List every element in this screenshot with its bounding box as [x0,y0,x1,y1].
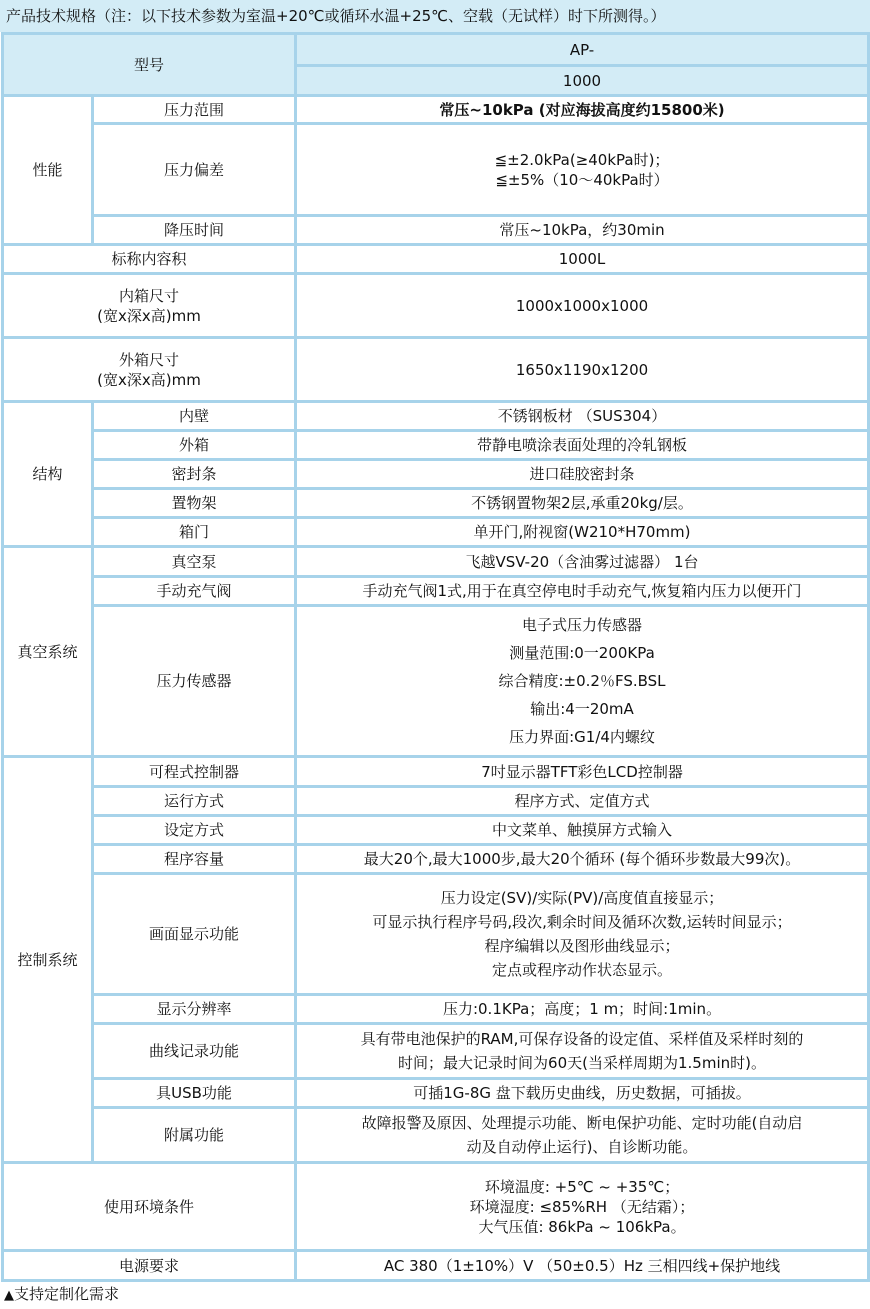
table-row [3,845,869,874]
sensor-label: 压力传感器 [93,606,296,757]
spec-note: 产品技术规格（注：以下技术参数为室温+20℃或循环水温+25℃、空载（无试样）时下所测得。） [0,0,870,32]
depressurize-time-value: 常压~10kPa，约30min [296,216,869,245]
sensor-line: 输出:4一20mA [530,700,634,718]
valve-value: 手动充气阀1式,用于在真空停电时手动充气,恢复箱内压力以便开门 [296,577,869,606]
display-line: 可显示执行程序号码,段次,剩余时间及循环次数,运转时间显示； [372,913,792,931]
table-row [3,577,869,606]
power-value: AC 380（1±10%）V （50±0.5）Hz 三相四线+保护地线 [296,1251,869,1281]
curve-line: 时间；最大记录时间为60天(当采样周期为1.5min时)。 [398,1054,766,1072]
model-value-line1: AP- [296,34,869,66]
extra-value [296,1108,869,1163]
structure-row-label: 密封条 [93,460,296,489]
table-row [3,34,869,66]
table-row [3,787,869,816]
usb-value: 可插1G-8G 盘下载历史曲线，历史数据，可插拔。 [296,1079,869,1108]
extra-line: 故障报警及原因、处理提示功能、断电保护功能、定时功能(自动启 [361,1114,803,1132]
structure-row-label: 置物架 [93,489,296,518]
volume-label: 标称内容积 [3,245,296,274]
table-row [3,874,869,995]
table-row [3,816,869,845]
inner-size-value: 1000x1000x1000 [296,274,869,338]
set-mode-label: 设定方式 [93,816,296,845]
table-row [3,431,869,460]
environment-line: 环境湿度: ≤85%RH （无结霜）； [469,1197,695,1216]
run-mode-value: 程序方式、定值方式 [296,787,869,816]
curve-value [296,1024,869,1079]
controller-label: 可程式控制器 [93,757,296,787]
performance-group-label: 性能 [3,96,93,245]
usb-label: 具USB功能 [93,1079,296,1108]
display-line: 压力设定(SV)/实际(PV)/高度值直接显示； [440,889,724,907]
table-row [3,402,869,431]
capacity-label: 程序容量 [93,845,296,874]
extra-line: 动及自动停止运行)、自诊断功能。 [466,1138,698,1156]
curve-line: 具有带电池保护的RAM,可保存设备的设定值、采样值及采样时刻的 [360,1030,804,1048]
run-mode-label: 运行方式 [93,787,296,816]
sensor-line: 压力界面:G1/4内螺纹 [509,728,655,746]
structure-row-label: 内壁 [93,402,296,431]
inner-size-label-line: 内箱尺寸 [119,286,180,305]
environment-label: 使用环境条件 [3,1163,296,1251]
table-row [3,606,869,757]
table-row [3,1079,869,1108]
environment-value [296,1163,869,1251]
environment-line: 环境温度: +5℃ ~ +35℃； [484,1177,680,1196]
resolution-label: 显示分辨率 [93,995,296,1024]
structure-row-value: 不锈钢置物架2层,承重20kg/层。 [296,489,869,518]
structure-group-label: 结构 [3,402,93,547]
sensor-line: 综合精度:±0.2％FS.BSL [498,672,666,690]
table-row [3,995,869,1024]
power-label: 电源要求 [3,1251,296,1281]
control-group-label: 控制系统 [3,757,93,1163]
pressure-deviation-line: ≦±5%（10～40kPa时） [495,170,669,189]
model-label: 型号 [3,34,296,96]
table-row [3,274,869,338]
extra-label: 附属功能 [93,1108,296,1163]
sensor-line: 测量范围:0一200KPa [509,644,655,662]
valve-label: 手动充气阀 [93,577,296,606]
display-value [296,874,869,995]
table-row [3,757,869,787]
table-row [3,96,869,124]
structure-row-value: 带静电喷涂表面处理的冷轧钢板 [296,431,869,460]
table-row [3,489,869,518]
table-row [3,338,869,402]
environment-line: 大气压值: 86kPa ~ 106kPa。 [478,1217,686,1236]
pressure-range-value: 常压~10kPa (对应海拔高度约15800米) [296,96,869,124]
table-row [3,1163,869,1251]
structure-row-label: 外箱 [93,431,296,460]
model-value-line2: 1000 [296,66,869,96]
table-row [3,245,869,274]
sensor-value [296,606,869,757]
resolution-value: 压力:0.1KPa；高度；1 m；时间:1min。 [296,995,869,1024]
table-row [3,547,869,577]
triangle-icon: ▲ [4,1288,14,1303]
footer-note [4,1282,119,1308]
vacuum-pump-value: 飞越VSV-20（含油雾过滤器） 1台 [296,547,869,577]
set-mode-value: 中文菜单、触摸屏方式输入 [296,816,869,845]
outer-size-label [3,338,296,402]
sensor-line: 电子式压力传感器 [522,616,643,634]
table-row [3,518,869,547]
display-label: 画面显示功能 [93,874,296,995]
spec-table [1,32,870,1282]
pressure-range-label: 压力范围 [93,96,296,124]
vacuum-pump-label: 真空泵 [93,547,296,577]
structure-row-value: 不锈钢板材 （SUS304） [296,402,869,431]
display-line: 程序编辑以及图形曲线显示； [484,937,680,955]
curve-label: 曲线记录功能 [93,1024,296,1079]
inner-size-label-line: (宽x深x高)mm [97,306,201,325]
inner-size-label [3,274,296,338]
pressure-deviation-value [296,124,869,216]
volume-value: 1000L [296,245,869,274]
outer-size-value: 1650x1190x1200 [296,338,869,402]
display-line: 定点或程序动作状态显示。 [492,961,673,979]
capacity-value: 最大20个,最大1000步,最大20个循环 (每个循环步数最大99次)。 [296,845,869,874]
structure-row-value: 进口硅胶密封条 [296,460,869,489]
table-row [3,1024,869,1079]
pressure-deviation-label: 压力偏差 [93,124,296,216]
table-row [3,1108,869,1163]
controller-value: 7吋显示器TFT彩色LCD控制器 [296,757,869,787]
outer-size-label-line: (宽x深x高)mm [97,370,201,389]
structure-row-value: 单开门,附视窗(W210*H70mm) [296,518,869,547]
footer-text: 支持定制化需求 [14,1285,120,1303]
outer-size-label-line: 外箱尺寸 [119,350,180,369]
structure-row-label: 箱门 [93,518,296,547]
pressure-deviation-line: ≦±2.0kPa(≥40kPa时)； [494,150,670,169]
table-row [3,1251,869,1281]
table-row [3,460,869,489]
vacuum-group-label: 真空系统 [3,547,93,757]
table-row [3,124,869,216]
table-row [3,216,869,245]
depressurize-time-label: 降压时间 [93,216,296,245]
